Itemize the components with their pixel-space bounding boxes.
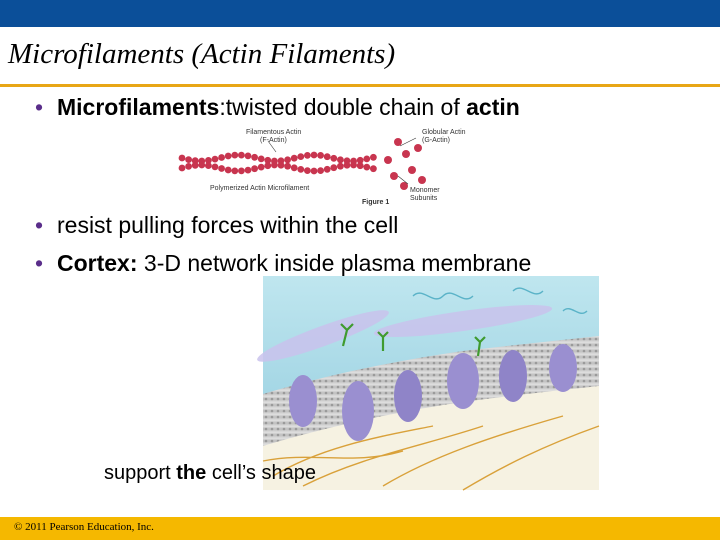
actin-bead [212, 164, 219, 171]
bullet-cortex [35, 250, 532, 277]
membrane-protein [499, 350, 527, 402]
label-figure: Figure 1 [362, 199, 390, 206]
actin-bead [218, 165, 225, 172]
copyright-text: © 2011 Pearson Education, Inc. [14, 521, 154, 533]
bullet-dot: • [35, 212, 44, 238]
slide-title: Microfilaments (Actin Filaments) [8, 38, 396, 70]
membrane-protein [447, 353, 479, 409]
bullet-dot: • [35, 250, 44, 276]
bullet-text: resist pulling forces within the cell [57, 212, 399, 238]
top-bar [0, 0, 720, 27]
actin-bead [304, 167, 311, 174]
actin-monomer [418, 176, 426, 184]
actin-bead [179, 165, 186, 172]
membrane-protein [549, 344, 577, 392]
label-monomer-sub: Subunits [410, 195, 438, 202]
caption-bold: the [176, 462, 207, 484]
label-globular: Globular Actin [422, 129, 466, 136]
actin-bead [271, 162, 278, 169]
actin-bead [218, 154, 225, 161]
actin-bead [363, 164, 370, 171]
actin-monomer [384, 156, 392, 164]
actin-bead [192, 162, 199, 169]
actin-bead [337, 163, 344, 170]
bullet-text: 3-D network inside plasma membrane [137, 250, 532, 276]
actin-bead [225, 153, 232, 160]
bullet-bold-term: Microfilaments [57, 94, 220, 120]
bullet-resist [35, 212, 399, 239]
bullet-microfilaments [35, 94, 520, 121]
actin-bead [370, 154, 377, 161]
actin-bead [330, 155, 337, 162]
actin-filament-figure [176, 124, 466, 208]
actin-bead [357, 162, 364, 169]
actin-bead [317, 152, 324, 159]
actin-monomer [408, 166, 416, 174]
membrane-protein [394, 370, 422, 422]
actin-bead [231, 168, 238, 175]
actin-bead [311, 168, 318, 175]
actin-bead [258, 164, 265, 171]
actin-bead [311, 152, 318, 159]
actin-bead [238, 152, 245, 159]
actin-monomer [414, 144, 422, 152]
actin-chain [179, 152, 377, 175]
caption-text-post: cell’s shape [206, 462, 316, 484]
bullet-dot: • [35, 94, 44, 120]
label-polymerized: Polymerized Actin Microfilament [210, 185, 310, 192]
bullet-bold-end: actin [466, 94, 520, 120]
actin-bead [284, 156, 291, 163]
actin-bead [179, 155, 186, 162]
actin-monomer [390, 172, 398, 180]
actin-bead [212, 156, 219, 163]
title-underline [0, 84, 720, 87]
actin-bead [245, 167, 252, 174]
actin-bead [245, 153, 252, 160]
actin-bead [363, 156, 370, 163]
actin-bead [304, 152, 311, 159]
actin-bead [330, 164, 337, 171]
actin-bead [264, 162, 271, 169]
actin-bead [231, 152, 238, 159]
actin-monomer [394, 138, 402, 146]
illustration-caption [104, 462, 316, 485]
actin-bead [251, 154, 258, 161]
actin-bead [344, 162, 351, 169]
actin-bead [297, 153, 304, 160]
actin-bead [258, 156, 265, 163]
actin-bead [251, 165, 258, 172]
actin-bead [198, 162, 205, 169]
actin-monomer [402, 150, 410, 158]
actin-bead [225, 167, 232, 174]
label-filamentous: Filamentous Actin [246, 129, 302, 136]
actin-bead [317, 167, 324, 174]
label-globular-sub: (G-Actin) [422, 137, 450, 144]
membrane-protein [289, 375, 317, 427]
footer-bar [0, 517, 720, 540]
cortex-membrane-illustration [263, 276, 599, 490]
actin-bead [291, 155, 298, 162]
actin-monomers [384, 138, 426, 190]
bullet-text: :twisted double chain of [219, 94, 467, 120]
actin-bead [278, 162, 285, 169]
actin-bead [284, 163, 291, 170]
label-monomer: Monomer [410, 187, 440, 194]
actin-bead [337, 156, 344, 163]
actin-bead [350, 162, 357, 169]
actin-bead [324, 166, 331, 173]
actin-bead [370, 165, 377, 172]
actin-bead [291, 164, 298, 171]
caption-text-pre: support [104, 462, 177, 484]
actin-bead [185, 163, 192, 170]
pointer-line [400, 138, 416, 146]
actin-bead [297, 166, 304, 173]
actin-bead [185, 156, 192, 163]
actin-bead [205, 162, 212, 169]
label-filamentous-sub: (F-Actin) [260, 137, 287, 144]
actin-bead [324, 153, 331, 160]
bullet-bold-term: Cortex: [57, 250, 138, 276]
actin-bead [238, 168, 245, 175]
membrane-protein [342, 381, 374, 441]
